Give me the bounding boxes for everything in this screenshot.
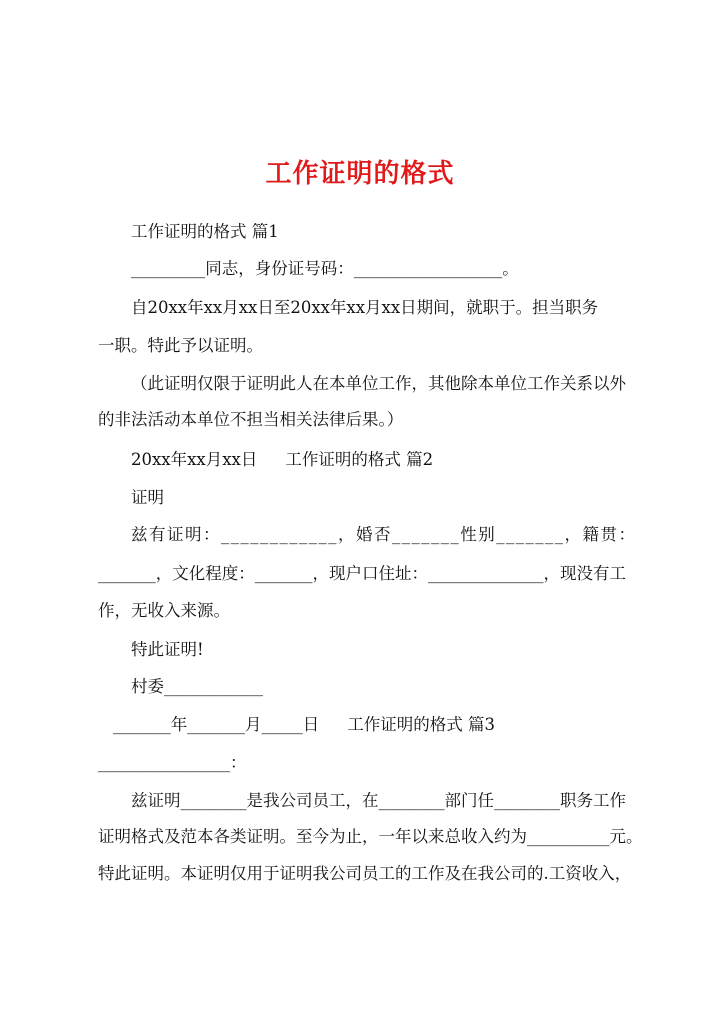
date-line: 20xx年xx月xx日	[131, 450, 258, 469]
body-line: 特此证明!	[131, 640, 204, 659]
body-line: 作，无收入来源。	[98, 601, 230, 620]
date-blank-line: _______年_______月_____日	[113, 715, 320, 734]
body-line: 特此证明。本证明仅用于证明我公司员工的工作及在我公司的.工资收入，	[98, 864, 632, 883]
body-line: 证明格式及范本各类证明。至今为止，一年以来总收入约为__________元。	[98, 827, 643, 846]
body-line: 的非法活动本单位不担当相关法律后果。）	[98, 410, 404, 429]
body-line: 一职。特此予以证明。	[98, 336, 263, 355]
body-line: 证明	[131, 488, 164, 507]
body-line: 村委____________	[131, 677, 263, 696]
section-heading-2: 工作证明的格式 篇2	[285, 450, 434, 469]
section-heading-3: 工作证明的格式 篇3	[347, 715, 495, 734]
body-line: ________________：	[98, 753, 247, 772]
section-heading-1: 工作证明的格式 篇1	[131, 222, 279, 241]
body-line	[113, 714, 495, 736]
document-title: 工作证明的格式	[265, 159, 455, 189]
body-line: 自20xx年xx月xx日至20xx年xx月xx日期间，就职于。担当职务	[131, 298, 599, 317]
body-line: _________同志，身份证号码：__________________。	[131, 259, 519, 278]
body-line	[131, 449, 433, 471]
body-line: _______，文化程度：_______，现户口住址：______________，现没有工	[98, 564, 626, 583]
body-line: 兹有证明：____________，婚否_______性别_______，籍贯：	[131, 525, 637, 544]
body-line: （此证明仅限于证明此人在本单位工作，其他除本单位工作关系以外	[131, 374, 626, 393]
body-line: 兹证明________是我公司员工，在________部门任________职务工作	[131, 791, 626, 810]
